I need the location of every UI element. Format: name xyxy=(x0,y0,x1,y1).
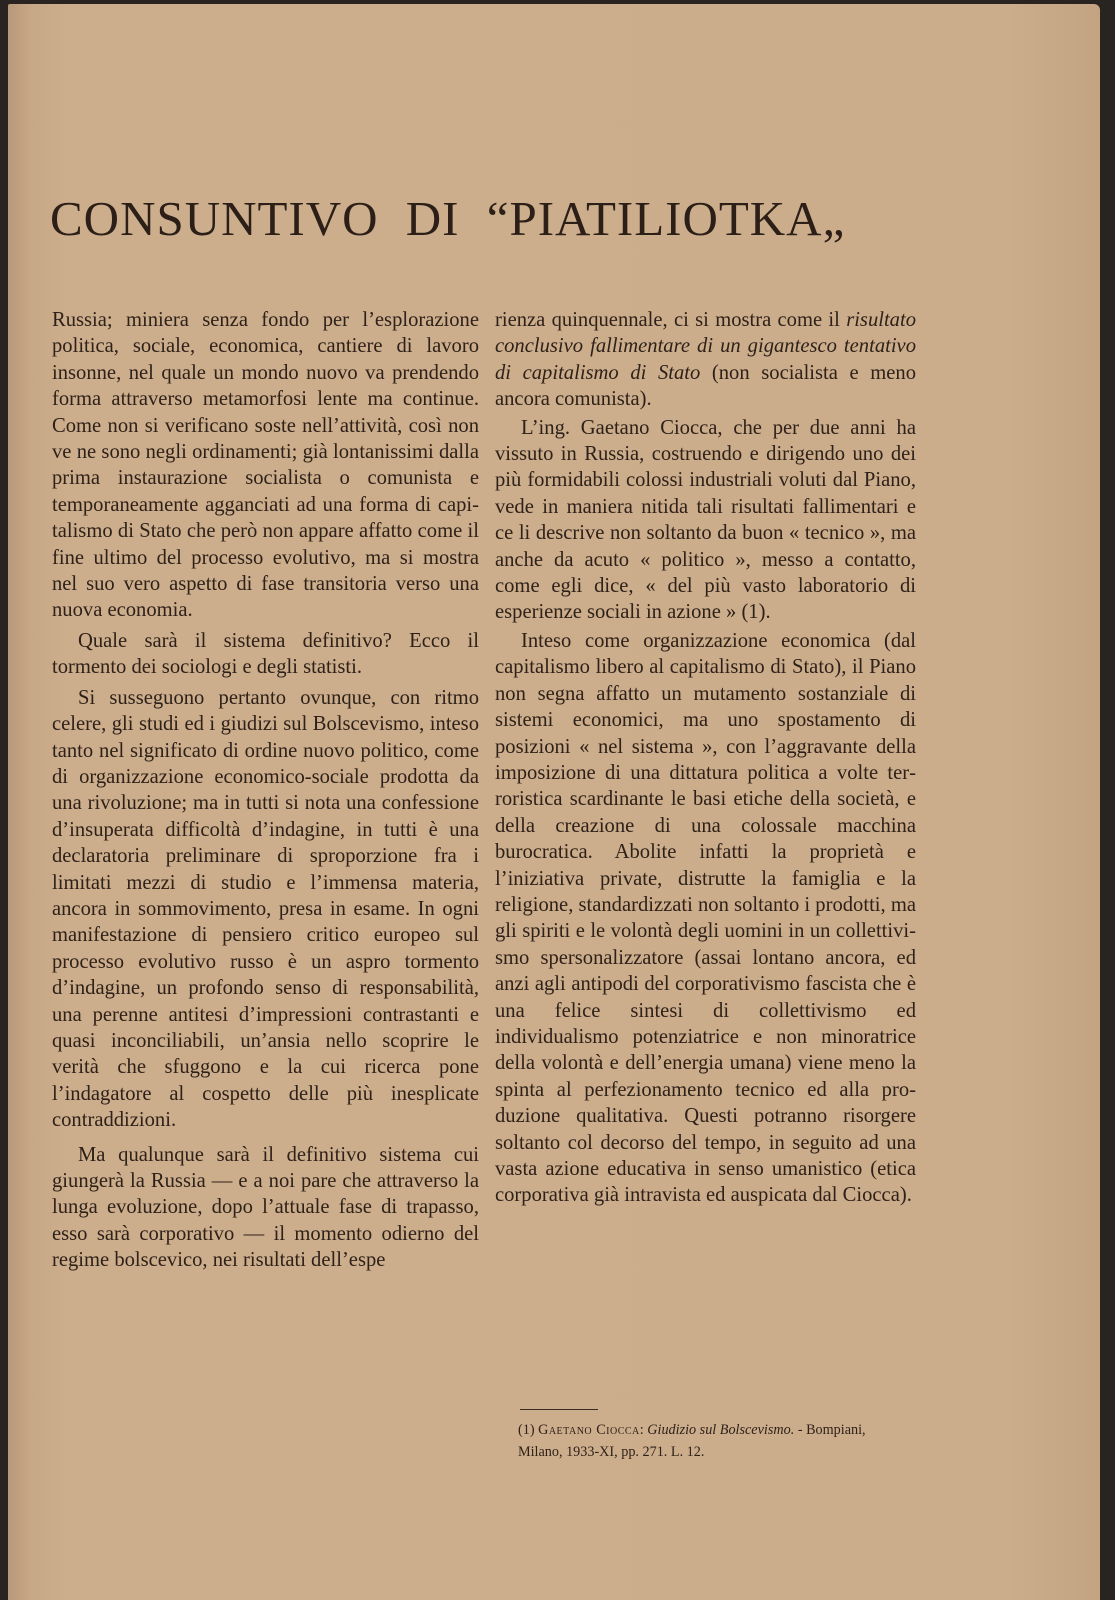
paragraph: Quale sarà il sistema definitivo? Ecco il tormento dei sociologi e degli statisti. xyxy=(52,629,479,679)
footnote-separator: : xyxy=(639,1422,648,1438)
italic-text: risultato conclusivo fallimentare di un gigantesco tentativo di capitalismo di Stato xyxy=(495,309,916,384)
paragraph-text: (non socialista e meno ancora comunista). xyxy=(495,361,916,411)
paragraph: L’ing. Gaetano Ciocca, che per due anni ha vissuto in Russia, costruendo e dirigendo uno dei più formidabili colossi industriali voluti dal Piano, vede in maniera nitida tali risultati fallimentari e ce li descrive non soltanto da buon « tecnico », ma anche da acuto « politico », messo a contatto, come egli dice, « del più vasto laboratorio di esperienze sociali in azione » (1). xyxy=(495,416,916,624)
footnote-work-title: Giudizio sul Bolscevismo. xyxy=(647,1422,795,1438)
paragraph-text: rienza quinquennale, ci si mostra come il xyxy=(495,309,847,331)
book-page xyxy=(8,4,1100,1600)
article-title: CONSUNTIVO DI “PIATILIOTKA„ xyxy=(50,191,846,246)
paragraph: Ma qualunque sarà il definitivo sistema cui giungerà la Russia — e a noi pare che attraverso la lunga evoluzione, dopo l’attuale fase di trapasso, esso sarà corporativo — il momento odierno del regime bolscevico, nei risultati dell’espe xyxy=(52,1143,479,1272)
paragraph: Russia; miniera senza fondo per l’esplorazione politica, sociale, economica, cantiere di lavoro insonne, nel quale un mondo nuovo va prendendo forma attraverso metamorfosi lente ma continue. Come non si verificano soste nell’attività, così non ve ne sono negli ordinamenti; già lontanissimi dalla prima instaurazione socialista o comunista e temporaneamente agganciati ad una forma di capitalismo di Stato che però non appare affatto come il fine ultimo del processo evolutivo, ma si mostra nel suo vero aspetto di fase transitoria verso una nuova economia. xyxy=(52,309,479,622)
footnote-rule xyxy=(520,1409,598,1410)
paragraph: Si susseguono pertanto ovunque, con ritmo celere, gli studi ed i giudizi sul Bolscevismo, inteso tanto nel significato di ordine nuovo politico, come di organizzazione economico-sociale prodotta da una rivoluzione; ma in tutti si nota una confessione d’insuperata difficoltà d’indagine, in tutti è una declaratoria preliminare di sproporzione fra i limitati mezzi di studio e l’immensa materia, ancora in sommovimento, presa in esame. In ogni manifestazione di pensiero critico europeo sul processo evolutivo russo è un aspro tormento d’indagine, un profondo senso di responsabilità, una perenne antitesi d’impressioni contrastanti e quasi inconciliabili, un’ansia nello scoprire le verità che sfuggono e la cui ricerca pone l’indagatore al cospetto delle più inesplicate contraddizioni. xyxy=(52,686,479,1132)
footnote-author: Gaetano Ciocca xyxy=(538,1422,640,1438)
paragraph xyxy=(495,307,916,413)
footnote-marker: (1) xyxy=(518,1422,539,1438)
paragraph: Inteso come organizzazione economica (dal capitalismo libero al capitalismo di Stato), il Piano non segna affatto un mutamento sostanziale di sistemi economici, ma uno spostamento di posizioni « nel sistema », con l’aggravante della imposizione di una dittatura politica a volte terroristica scardinante le basi etiche della società, e della creazione di una colossale macchina burocratica. Abolite infatti la proprietà e l’iniziativa private, distrutte la famiglia e la religione, standardizzati non soltanto i prodotti, ma gli spiriti e le volontà degli uomini in un collettivismo spersonalizzatore (assai lontano ancora, ed anzi agli antipodi del corporativismo fascista che è una felice sintesi di collettivismo ed individualismo potenziatrice e non minoratrice della volontà e dell’energia umana) viene meno la spinta al perfezionamento tecnico ed alla produzione qualitativa. Questi potranno risorgere soltanto col decorso del tempo, in seguito ad una vasta azione educativa in senso umanistico (etica corporativa già intravista ed auspicata dal Ciocca). xyxy=(495,629,916,1207)
left-column xyxy=(52,307,479,1274)
footnote-publication: - Bompiani, Milano, 1933-XI, pp. 271. L. 12. xyxy=(518,1422,866,1460)
footnote xyxy=(518,1419,908,1463)
right-column xyxy=(495,307,916,1209)
